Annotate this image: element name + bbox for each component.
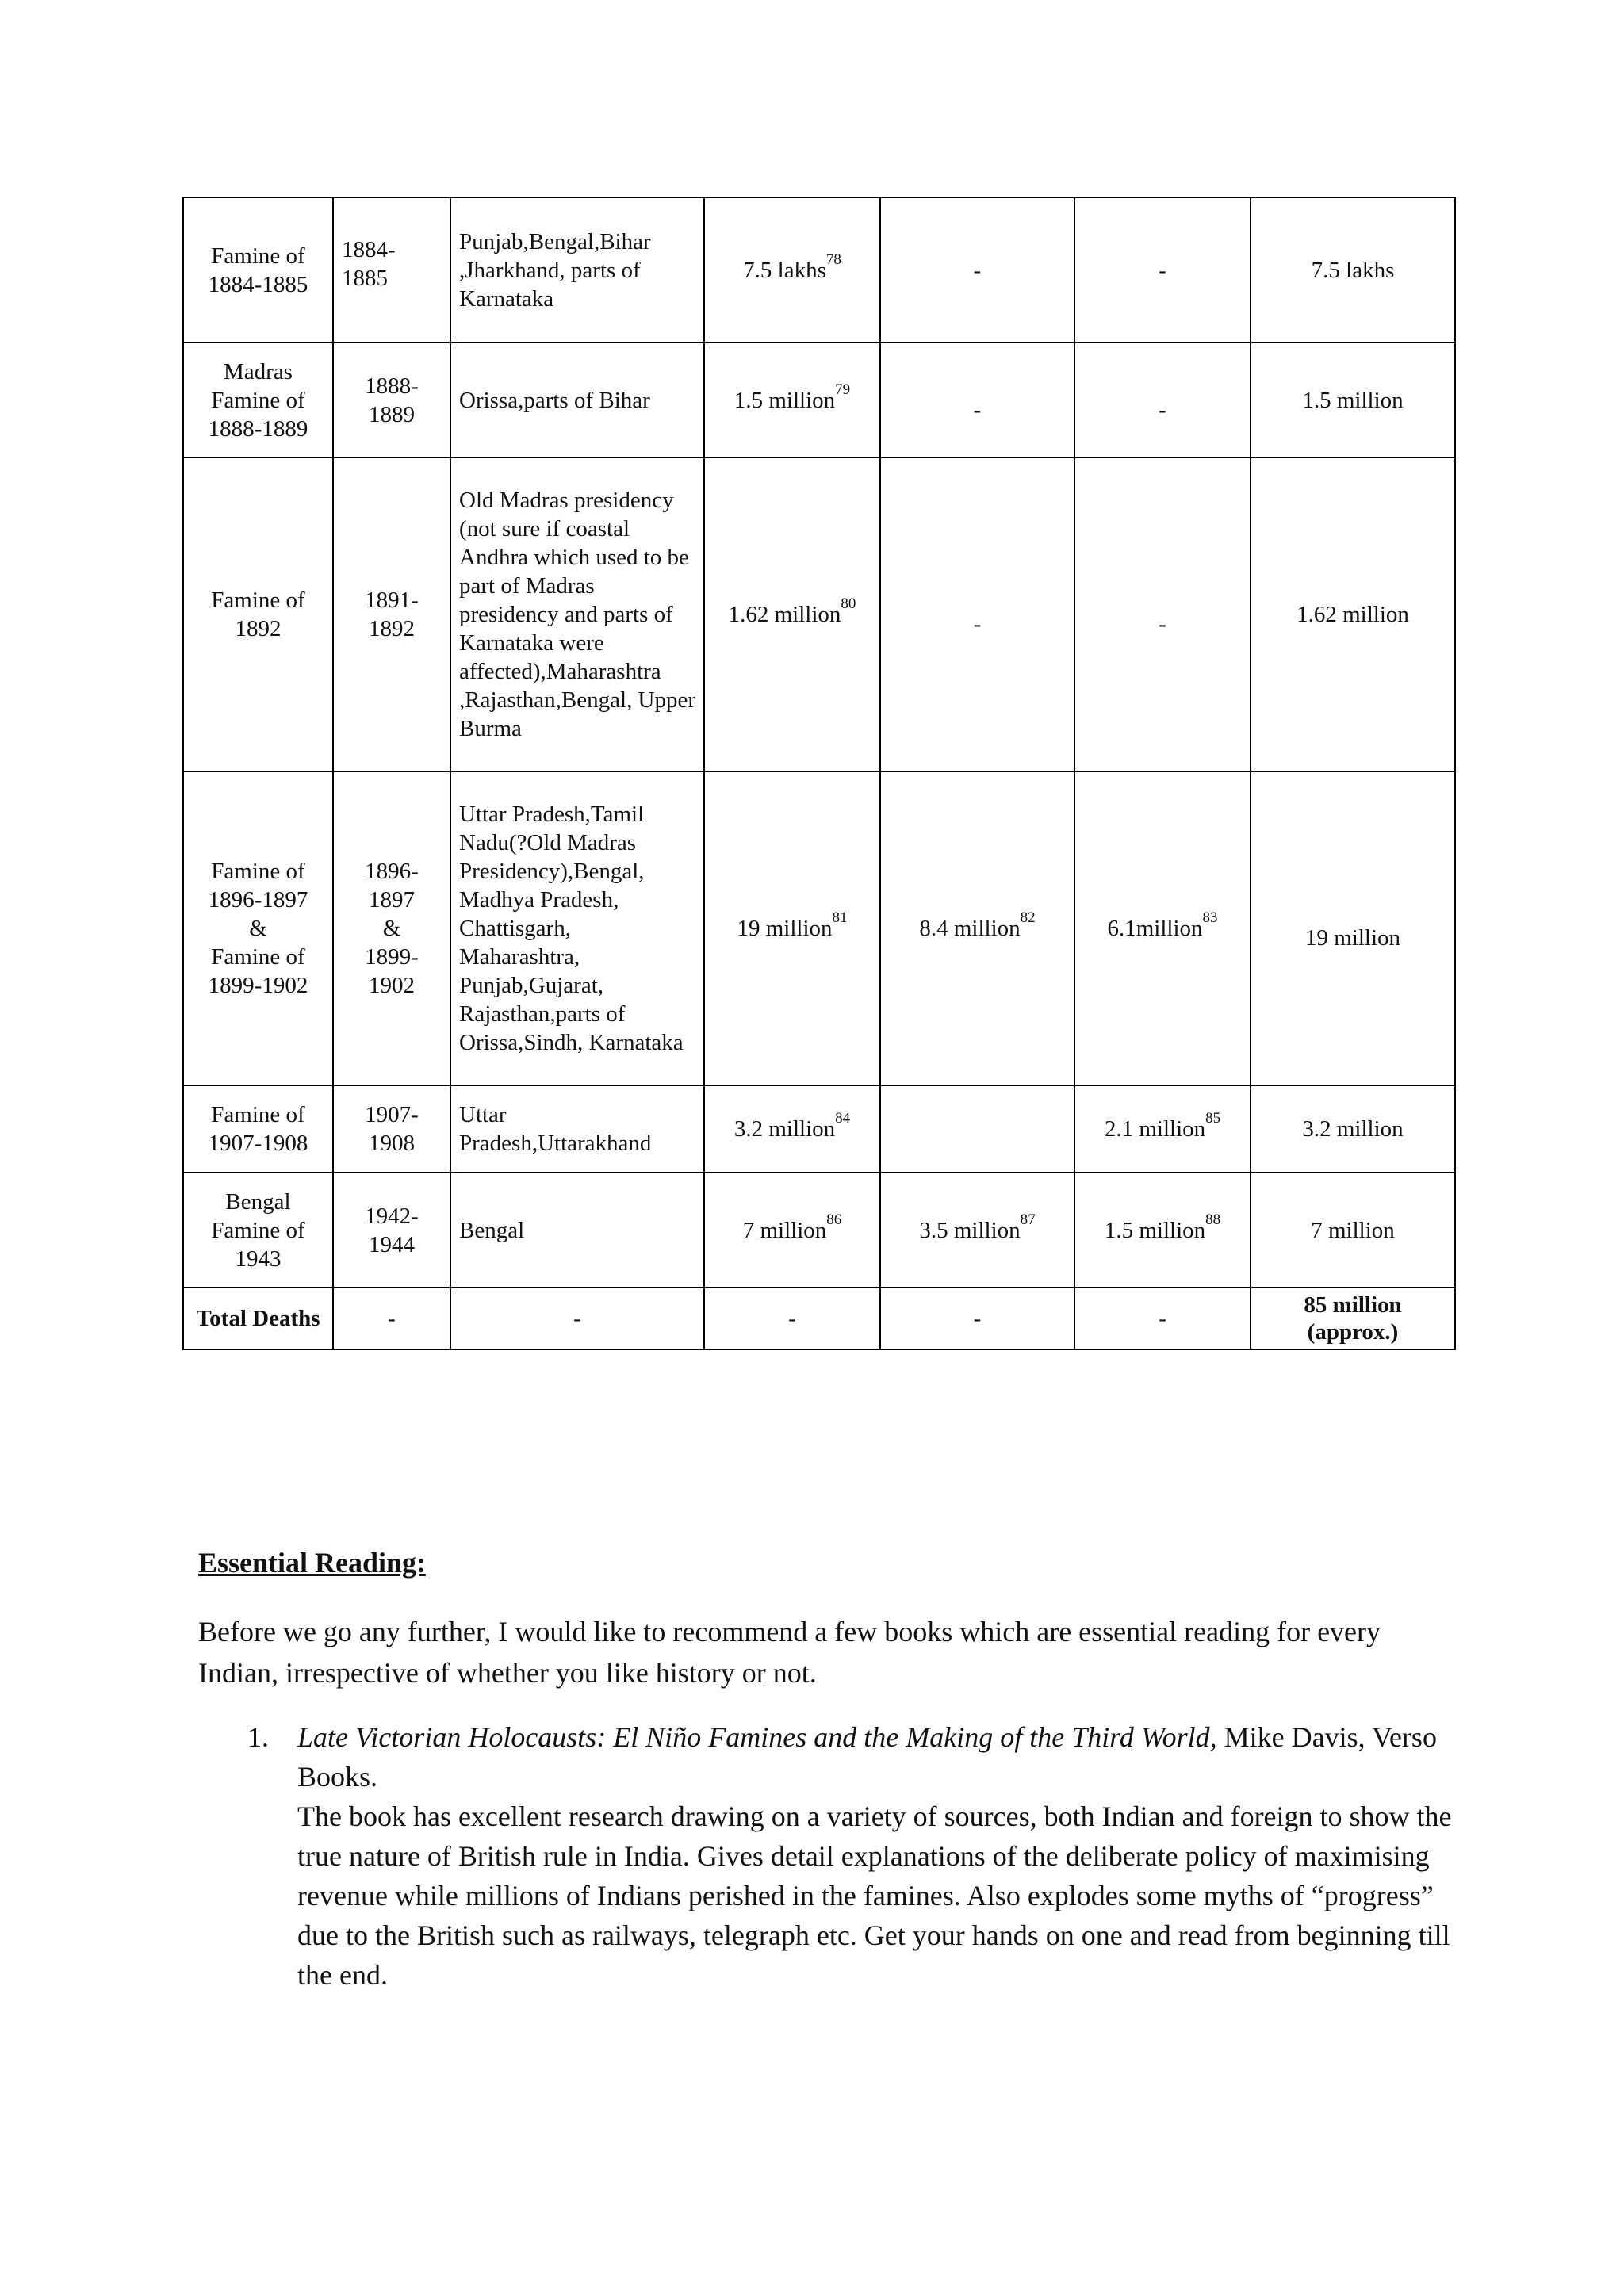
deaths-cell: [880, 1085, 1074, 1173]
intro-paragraph: Before we go any further, I would like to recommend a few books which are essential reading for every Indian, irrespective of whether you like history or not.: [198, 1616, 1381, 1689]
regions-cell: Uttar Pradesh,Uttarakhand: [450, 1085, 704, 1173]
table-row: [183, 342, 1455, 457]
table-row: [183, 1085, 1455, 1173]
total-col5-cell: -: [880, 1288, 1074, 1349]
total-deaths-cell: 7.5 lakhs: [1251, 197, 1455, 342]
regions-cell: Orissa,parts of Bihar: [450, 342, 704, 457]
deaths-cell: -: [880, 197, 1074, 342]
book-description: The book has excellent research drawing on a variety of sources, both Indian and foreign to show the true nature of British rule in India. Gives detail explanations of the deliberate policy of maximising revenue while millions of Indians perished in the famines. Also explodes some myths of “progress” due to the British such as railways, telegraph etc. Get your hands on one and read from beginning till the end.: [297, 1800, 1452, 1991]
list-number: 1.: [247, 1721, 269, 1753]
table-row: [183, 197, 1455, 342]
years-cell: 1884- 1885: [333, 197, 450, 342]
book-list: [198, 1717, 1459, 1995]
deaths-cell: 3.5 million$^{87}$: [880, 1173, 1074, 1288]
deaths-cell: 7.5 lakhs$^{78}$: [704, 197, 880, 342]
famine-table: [182, 197, 1456, 1350]
famine-name-cell: Famine of 1892: [183, 457, 333, 771]
regions-cell: Punjab,Bengal,Bihar ,Jharkhand, parts of Karnataka: [450, 197, 704, 342]
section-heading: Essential Reading:: [198, 1547, 427, 1578]
deaths-cell: 19 million$^{81}$: [704, 771, 880, 1085]
famine-name-cell: Bengal Famine of 1943: [183, 1173, 333, 1288]
regions-cell: Bengal: [450, 1173, 704, 1288]
regions-cell: Uttar Pradesh,Tamil Nadu(?Old Madras Presidency),Bengal, Madhya Pradesh, Chattisgarh, Maharashtra, Punjab,Gujarat, Rajasthan,parts of Orissa,Sindh, Karnataka: [450, 771, 704, 1085]
deaths-cell: 1.5 million$^{88}$: [1074, 1173, 1251, 1288]
deaths-cell: 7 million$^{86}$: [704, 1173, 880, 1288]
list-item-body: [297, 1717, 1459, 1995]
table-row: [183, 1173, 1455, 1288]
total-deaths-cell: 3.2 million: [1251, 1085, 1455, 1173]
deaths-cell: -: [880, 457, 1074, 771]
deaths-cell: 1.62 million$^{80}$: [704, 457, 880, 771]
deaths-cell: 8.4 million$^{82}$: [880, 771, 1074, 1085]
total-years-cell: -: [333, 1288, 450, 1349]
deaths-cell: 6.1million$^{83}$: [1074, 771, 1251, 1085]
total-col6-cell: -: [1074, 1288, 1251, 1349]
famine-name-cell: Madras Famine of 1888-1889: [183, 342, 333, 457]
deaths-cell: -: [880, 342, 1074, 457]
famine-name-cell: Famine of 1884-1885: [183, 197, 333, 342]
total-deaths-cell: 19 million: [1251, 771, 1455, 1085]
famine-name-cell: Famine of 1896-1897 & Famine of 1899-1902: [183, 771, 333, 1085]
total-col4-cell: -: [704, 1288, 880, 1349]
grand-total-cell: 85 million (approx.): [1251, 1288, 1455, 1349]
deaths-cell: 3.2 million$^{84}$: [704, 1085, 880, 1173]
years-cell: 1896- 1897 & 1899- 1902: [333, 771, 450, 1085]
deaths-cell: 2.1 million$^{85}$: [1074, 1085, 1251, 1173]
deaths-cell: -: [1074, 342, 1251, 457]
table-row: [183, 457, 1455, 771]
deaths-cell: 1.5 million$^{79}$: [704, 342, 880, 457]
years-cell: 1942- 1944: [333, 1173, 450, 1288]
years-cell: 1891- 1892: [333, 457, 450, 771]
book-citation: [297, 1717, 1459, 1797]
total-deaths-cell: 1.5 million: [1251, 342, 1455, 457]
total-deaths-cell: 1.62 million: [1251, 457, 1455, 771]
total-label-cell: Total Deaths: [183, 1288, 333, 1349]
regions-cell: Old Madras presidency (not sure if coastal Andhra which used to be part of Madras presidency and parts of Karnataka were affected),Maharashtra ,Rajasthan,Bengal, Upper Burma: [450, 457, 704, 771]
total-deaths-cell: 7 million: [1251, 1173, 1455, 1288]
famine-name-cell: Famine of 1907-1908: [183, 1085, 333, 1173]
total-regions-cell: -: [450, 1288, 704, 1349]
list-item: [198, 1717, 1459, 1995]
book-title: Late Victorian Holocausts: El Niño Famines and the Making of the Third World,: [297, 1721, 1217, 1753]
years-cell: 1888- 1889: [333, 342, 450, 457]
deaths-cell: -: [1074, 457, 1251, 771]
total-row: [183, 1288, 1455, 1349]
table-row: [183, 771, 1455, 1085]
years-cell: 1907- 1908: [333, 1085, 450, 1173]
deaths-cell: -: [1074, 197, 1251, 342]
book-author: Mike Davis, Verso Books.: [297, 1721, 1437, 1793]
